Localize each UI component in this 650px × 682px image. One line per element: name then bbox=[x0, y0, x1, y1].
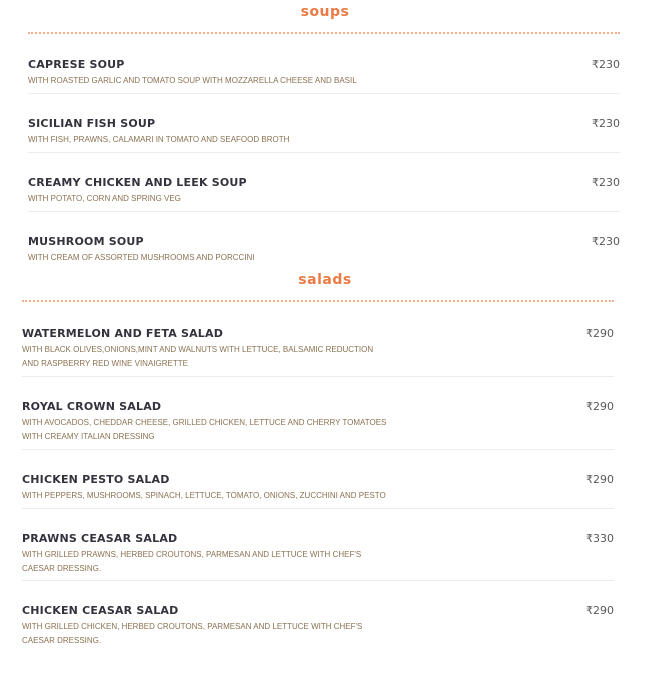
item-separator bbox=[28, 152, 620, 153]
menu-item-mushroom-soup bbox=[28, 235, 548, 265]
item-description: WITH BLACK OLIVES,ONIONS,MINT AND WALNUTS WITH LETTUCE, BALSAMIC REDUCTION AND RASPBERRY RED WINE VINAIGRETTE bbox=[22, 345, 374, 368]
item-name: WATERMELON AND FETA SALAD bbox=[22, 327, 224, 340]
item-name: CREAMY CHICKEN AND LEEK SOUP bbox=[28, 176, 247, 189]
item-name: CHICKEN CEASAR SALAD bbox=[22, 604, 179, 617]
salads-divider bbox=[22, 300, 614, 302]
menu-item-chicken-ceasar-salad bbox=[22, 604, 382, 648]
item-separator bbox=[28, 93, 620, 94]
menu-item-prawns-ceasar-salad bbox=[22, 532, 382, 576]
item-price: ₹230 bbox=[592, 235, 620, 248]
item-separator bbox=[22, 449, 614, 450]
item-name: CAPRESE SOUP bbox=[28, 58, 125, 71]
item-name: MUSHROOM SOUP bbox=[28, 235, 144, 248]
item-separator bbox=[22, 376, 614, 377]
menu-item-watermelon-feta-salad bbox=[22, 327, 382, 371]
item-separator bbox=[28, 211, 620, 212]
item-description: WITH FISH, PRAWNS, CALAMARI IN TOMATO AND SEAFOOD BROTH bbox=[28, 135, 290, 144]
item-price: ₹330 bbox=[586, 532, 614, 545]
soups-divider bbox=[28, 32, 620, 34]
item-description: WITH AVOCADOS, CHEDDAR CHEESE, GRILLED CHICKEN, LETTUCE AND CHERRY TOMATOES WITH CREAMY ITALIAN DRESSING bbox=[22, 418, 387, 441]
item-price: ₹290 bbox=[586, 327, 614, 340]
item-price: ₹230 bbox=[592, 58, 620, 71]
item-name: SICILIAN FISH SOUP bbox=[28, 117, 156, 130]
item-description: WITH CREAM OF ASSORTED MUSHROOMS AND PORCCINI bbox=[28, 253, 255, 262]
item-name: ROYAL CROWN SALAD bbox=[22, 400, 162, 413]
menu-item-sicilian-fish-soup bbox=[28, 117, 548, 147]
item-price: ₹290 bbox=[586, 400, 614, 413]
item-description: WITH GRILLED CHICKEN, HERBED CROUTONS, PARMESAN AND LETTUCE WITH CHEF'S CAESAR DRESSING. bbox=[22, 622, 363, 645]
item-description: WITH POTATO, CORN AND SPRING VEG bbox=[28, 194, 181, 203]
item-separator bbox=[22, 580, 614, 581]
item-price: ₹290 bbox=[586, 604, 614, 617]
salads-heading: salads bbox=[298, 272, 352, 288]
item-price: ₹230 bbox=[592, 176, 620, 189]
item-description: WITH PEPPERS, MUSHROOMS, SPINACH, LETTUCE, TOMATO, ONIONS, ZUCCHINI AND PESTO bbox=[22, 491, 386, 500]
menu-item-caprese-soup bbox=[28, 58, 548, 88]
item-description: WITH ROASTED GARLIC AND TOMATO SOUP WITH MOZZARELLA CHEESE AND BASIL bbox=[28, 76, 357, 85]
item-name: CHICKEN PESTO SALAD bbox=[22, 473, 170, 486]
item-separator bbox=[22, 508, 614, 509]
menu-item-chicken-pesto-salad bbox=[22, 473, 542, 503]
item-price: ₹290 bbox=[586, 473, 614, 486]
menu-item-creamy-chicken-leek-soup bbox=[28, 176, 548, 206]
soups-heading: soups bbox=[300, 4, 350, 20]
menu-item-royal-crown-salad bbox=[22, 400, 392, 444]
item-name: PRAWNS CEASAR SALAD bbox=[22, 532, 178, 545]
item-price: ₹230 bbox=[592, 117, 620, 130]
item-description: WITH GRILLED PRAWNS, HERBED CROUTONS, PARMESAN AND LETTUCE WITH CHEF'S CAESAR DRESSING. bbox=[22, 550, 362, 573]
